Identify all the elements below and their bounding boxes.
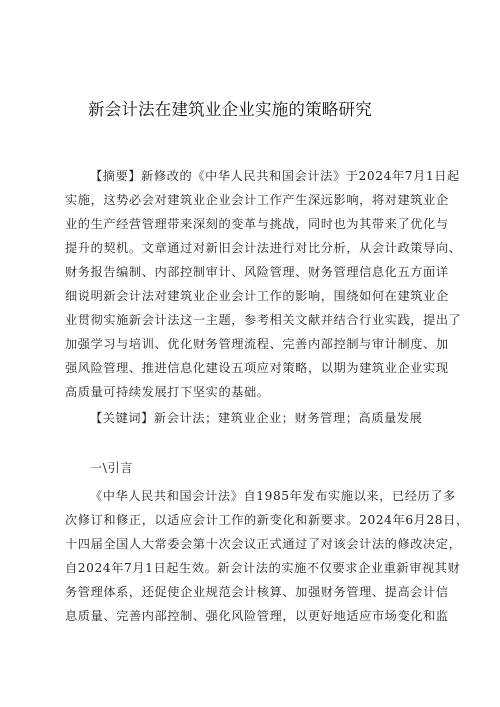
abstract-line: 高质量可持续发展打下坚实的基础。	[65, 385, 270, 399]
intro-line: 息质量、完善内部控制、强化风险管理，以更好地适应市场变化和监	[65, 609, 449, 623]
document-title: 新会计法在建筑业企业实施的策略研究	[88, 100, 372, 119]
intro-line: 次修订和修正，以适应会计工作的新变化和新要求。2024年6月28日，	[65, 513, 469, 527]
abstract-line: 【摘要】新修改的《中华人民共和国会计法》于2024年7月1日起	[90, 169, 460, 183]
abstract-line: 加强学习与培训、优化财务管理流程、完善内部控制与审计制度、加	[65, 337, 449, 351]
section-heading: 一\引言	[90, 461, 134, 475]
abstract-line: 实施，这势必会对建筑业企业会计工作产生深远影响，将对建筑业企	[65, 193, 449, 207]
intro-line: 《中华人民共和国会计法》自1985年发布实施以来，已经历了多	[90, 489, 456, 503]
abstract-line: 业贯彻实施新会计法这一主题，参考相关文献并结合行业实践，提出了	[65, 313, 462, 327]
abstract-line: 业的生产经营管理带来深刻的变革与挑战，同时也为其带来了优化与	[65, 217, 449, 231]
intro-line: 自2024年7月1日起生效。新会计法的实施不仅要求企业重新审视其财	[65, 561, 461, 575]
abstract-line: 财务报告编制、内部控制审计、风险管理、财务管理信息化五方面详	[65, 265, 449, 279]
abstract-line: 提升的契机。文章通过对新旧会计法进行对比分析，从会计政策导向、	[65, 241, 462, 255]
abstract-line: 细说明新会计法对建筑业企业会计工作的影响，围绕如何在建筑业企	[65, 289, 449, 303]
intro-line: 十四届全国人大常委会第十次会议正式通过了对该会计法的修改决定，	[65, 537, 462, 551]
keywords-line: 【关键词】新会计法；建筑业企业；财务管理；高质量发展	[90, 411, 423, 425]
abstract-line: 强风险管理、推进信息化建设五项应对策略，以期为建筑业企业实现	[65, 361, 449, 375]
intro-line: 务管理体系，还促使企业规范会计核算、加强财务管理、提高会计信	[65, 585, 449, 599]
